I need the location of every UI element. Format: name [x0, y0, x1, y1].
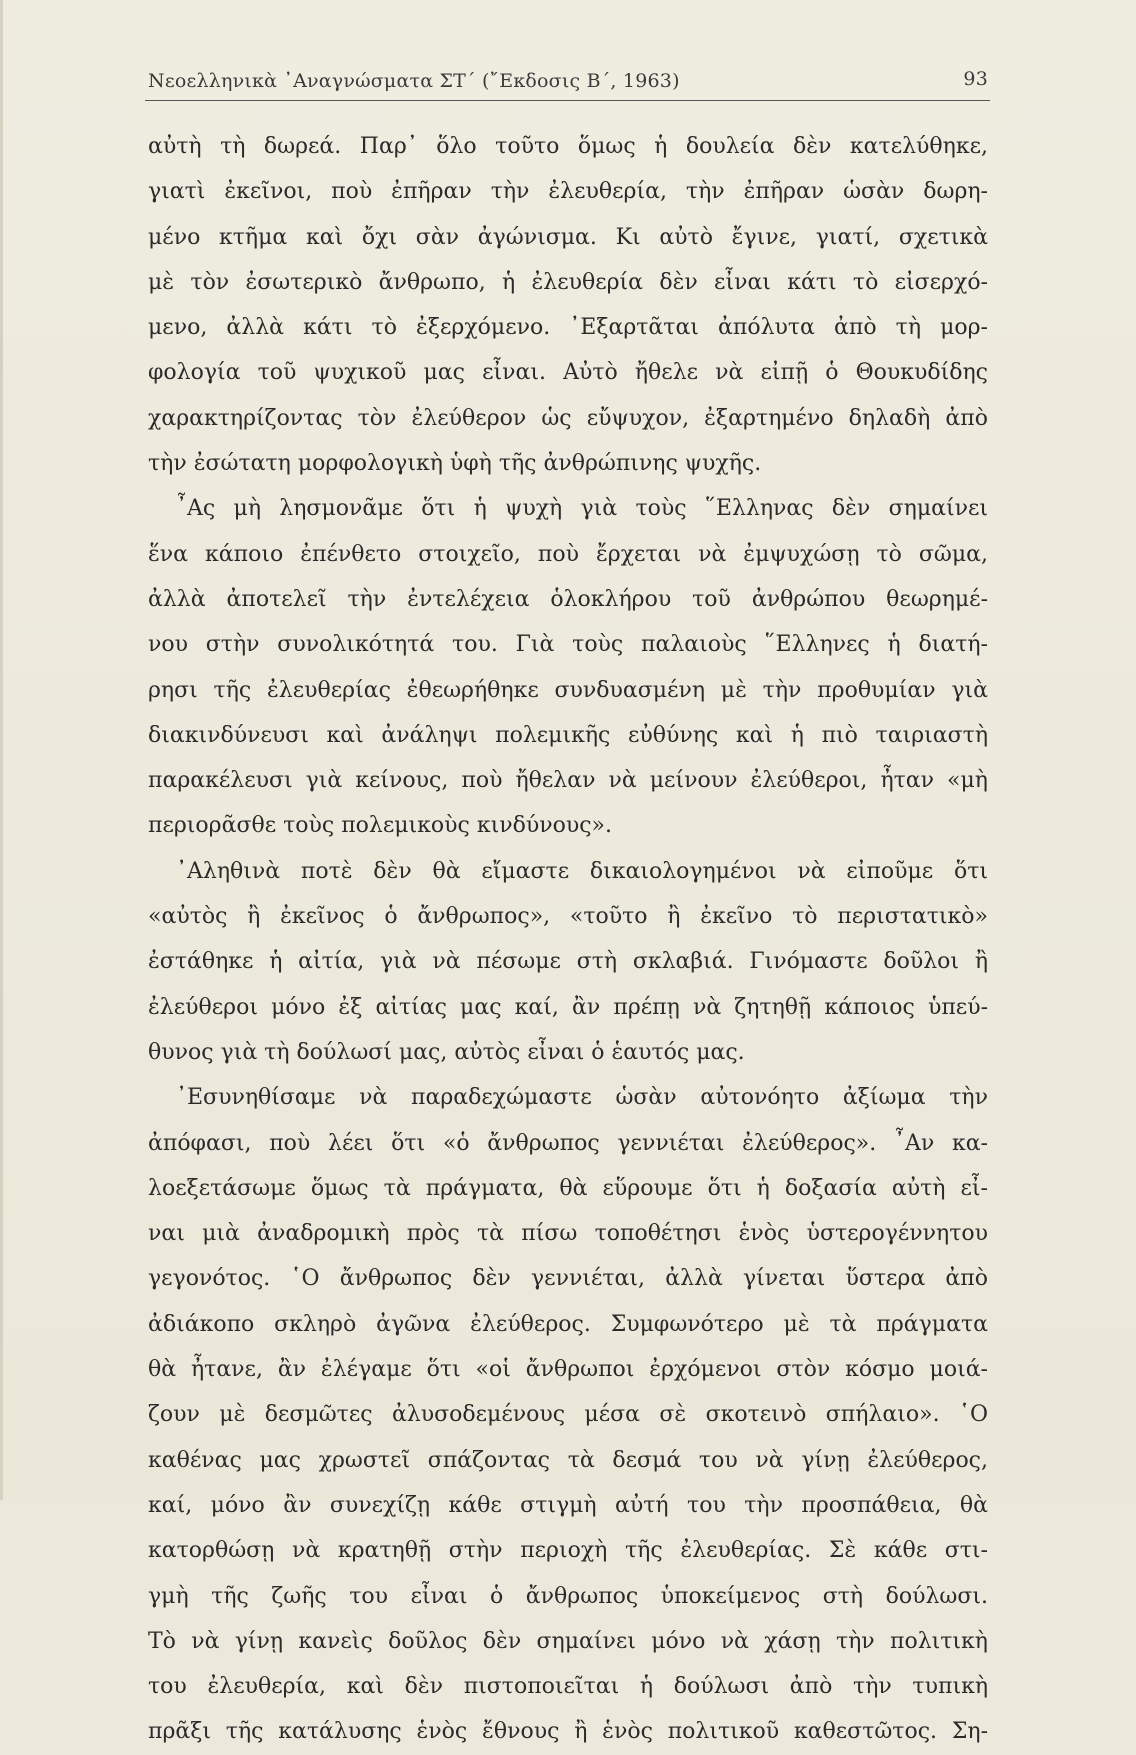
- header-rule: [145, 100, 990, 101]
- text-line: περιορᾶσθε τοὺς πολεμικοὺς κινδύνους».: [148, 813, 612, 839]
- text-line: Τὸ νὰ γίνῃ κανεὶς δοῦλος δὲν σημαίνει μόνο νὰ χάσῃ τὴν πολιτικὴ: [148, 1628, 988, 1654]
- text-line: κατορθώσῃ νὰ κρατηθῇ στὴν περιοχὴ τῆς ἐλευθερίας. Σὲ κάθε στι-: [148, 1538, 988, 1564]
- text-line: καί, μόνο ἂν συνεχίζῃ κάθε στιγμὴ αὐτή του τὴν προσπάθεια, θὰ: [148, 1492, 988, 1518]
- text-line: μενο, ἀλλὰ κάτι τὸ ἐξερχόμενο. ᾿Εξαρτᾶται ἀπόλυτα ἀπὸ τὴ μορ-: [148, 315, 988, 341]
- text-line: ἀδιάκοπο σκληρὸ ἀγῶνα ἐλεύθερος. Συμφωνότερο μὲ τὰ πράγματα: [148, 1311, 988, 1337]
- text-line: του ἐλευθερία, καὶ δὲν πιστοποιεῖται ἡ δούλωσι ἀπὸ τὴν τυπικὴ: [148, 1674, 988, 1700]
- text-line: ἀπόφασι, ποὺ λέει ὅτι «ὁ ἄνθρωπος γεννιέται ἐλεύθερος». ῏Αν κα-: [148, 1130, 988, 1156]
- text-line: ζουν μὲ δεσμῶτες ἀλυσοδεμένους μέσα σὲ σκοτεινὸ σπήλαιο». ῾Ο: [148, 1402, 988, 1428]
- text-line: παρακέλευσι γιὰ κείνους, ποὺ ἤθελαν νὰ μείνουν ἐλεύθεροι, ἦταν «μὴ: [148, 768, 988, 794]
- text-line: μὲ τὸν ἐσωτερικὸ ἄνθρωπο, ἡ ἐλευθερία δὲν εἶναι κάτι τὸ εἰσερχό-: [148, 269, 988, 295]
- text-line: μένο κτῆμα καὶ ὄχι σὰν ἀγώνισμα. Κι αὐτὸ ἔγινε, γιατί, σχετικὰ: [148, 224, 988, 250]
- text-line: ἀλλὰ ἀποτελεῖ τὴν ἐντελέχεια ὁλοκλήρου τοῦ ἀνθρώπου θεωρημέ-: [148, 586, 988, 612]
- text-line: αὐτὴ τὴ δωρεά. Παρ᾿ ὅλο τοῦτο ὅμως ἡ δουλεία δὲν κατελύθηκε,: [148, 134, 988, 159]
- running-title: Νεοελληνικὰ ᾿Αναγνώσματα ΣΤ΄ (῎Εκδοσις Β΄, 1963): [148, 70, 680, 92]
- text-line: γιατὶ ἐκεῖνοι, ποὺ ἐπῆραν τὴν ἐλευθερία, τὴν ἐπῆραν ὡσὰν δωρη-: [148, 179, 988, 205]
- text-line: πρᾶξι τῆς κατάλυσης ἑνὸς ἔθνους ἢ ἑνὸς πολιτικοῦ καθεστῶτος. Ση-: [148, 1719, 988, 1745]
- text-line: ῏Ας μὴ λησμονᾶμε ὅτι ἡ ψυχὴ γιὰ τοὺς ῞Ελληνας δὲν σημαίνει: [176, 496, 988, 522]
- text-line: «αὐτὸς ἢ ἐκεῖνος ὁ ἄνθρωπος», «τοῦτο ἢ ἐκεῖνο τὸ περιστατικὸ»: [148, 904, 988, 930]
- text-line: λοεξετάσωμε ὅμως τὰ πράγματα, θὰ εὕρουμε ὅτι ἡ δοξασία αὐτὴ εἶ-: [148, 1175, 988, 1201]
- page-edge-shadow: [0, 0, 3, 1500]
- text-line: καθένας μας χρωστεῖ σπάζοντας τὰ δεσμά του νὰ γίνῃ ἐλεύθερος,: [148, 1447, 988, 1473]
- page-number: 93: [963, 68, 988, 90]
- text-line: διακινδύνευσι καὶ ἀνάληψι πολεμικῆς εὐθύνης καὶ ἡ πιὸ ταιριαστὴ: [148, 722, 988, 748]
- body-text: [148, 124, 988, 1755]
- text-line: ναι μιὰ ἀναδρομικὴ πρὸς τὰ πίσω τοποθέτησι ἑνὸς ὑστερογέννητου: [148, 1221, 988, 1247]
- text-line: γμὴ τῆς ζωῆς του εἶναι ὁ ἄνθρωπος ὑποκείμενος στὴ δούλωσι.: [148, 1583, 988, 1609]
- text-line: ρησι τῆς ἐλευθερίας ἐθεωρήθηκε συνδυασμένη μὲ τὴν προθυμίαν γιὰ: [148, 677, 988, 703]
- text-line: τὴν ἐσώτατη μορφολογικὴ ὑφὴ τῆς ἀνθρώπινης ψυχῆς.: [148, 451, 762, 477]
- text-line: ἐστάθηκε ἡ αἰτία, γιὰ νὰ πέσωμε στὴ σκλαβιά. Γινόμαστε δοῦλοι ἢ: [148, 949, 988, 975]
- text-line: νου στὴν συνολικότητά του. Γιὰ τοὺς παλαιοὺς ῞Ελληνες ἡ διατή-: [148, 632, 988, 658]
- text-line: χαρακτηρίζοντας τὸν ἐλεύθερον ὡς εὔψυχον, ἐξαρτημένο δηλαδὴ ἀπὸ: [148, 405, 988, 431]
- text-line: φολογία τοῦ ψυχικοῦ μας εἶναι. Αὐτὸ ἤθελε νὰ εἰπῇ ὁ Θουκυδίδης: [148, 360, 988, 386]
- text-line: ἐλεύθεροι μόνο ἐξ αἰτίας μας καί, ἂν πρέπῃ νὰ ζητηθῇ κάποιος ὑπεύ-: [148, 994, 988, 1020]
- text-line: ἕνα κάποιο ἐπένθετο στοιχεῖο, ποὺ ἔρχεται νὰ ἐμψυχώσῃ τὸ σῶμα,: [148, 541, 988, 567]
- text-line: θὰ ἦτανε, ἂν ἐλέγαμε ὅτι «οἱ ἄνθρωποι ἐρχόμενοι στὸν κόσμο μοιά-: [148, 1357, 988, 1383]
- text-line: ᾿Εσυνηθίσαμε νὰ παραδεχώμαστε ὡσὰν αὐτονόητο ἀξίωμα τὴν: [176, 1085, 988, 1111]
- text-line: θυνος γιὰ τὴ δούλωσί μας, αὐτὸς εἶναι ὁ ἑαυτός μας.: [148, 1039, 745, 1065]
- page-header: [148, 64, 988, 98]
- text-line: γεγονότος. ῾Ο ἄνθρωπος δὲν γεννιέται, ἀλλὰ γίνεται ὕστερα ἀπὸ: [148, 1266, 988, 1292]
- text-line: ᾿Αληθινὰ ποτὲ δὲν θὰ εἴμαστε δικαιολογημένοι νὰ εἰποῦμε ὅτι: [176, 858, 988, 884]
